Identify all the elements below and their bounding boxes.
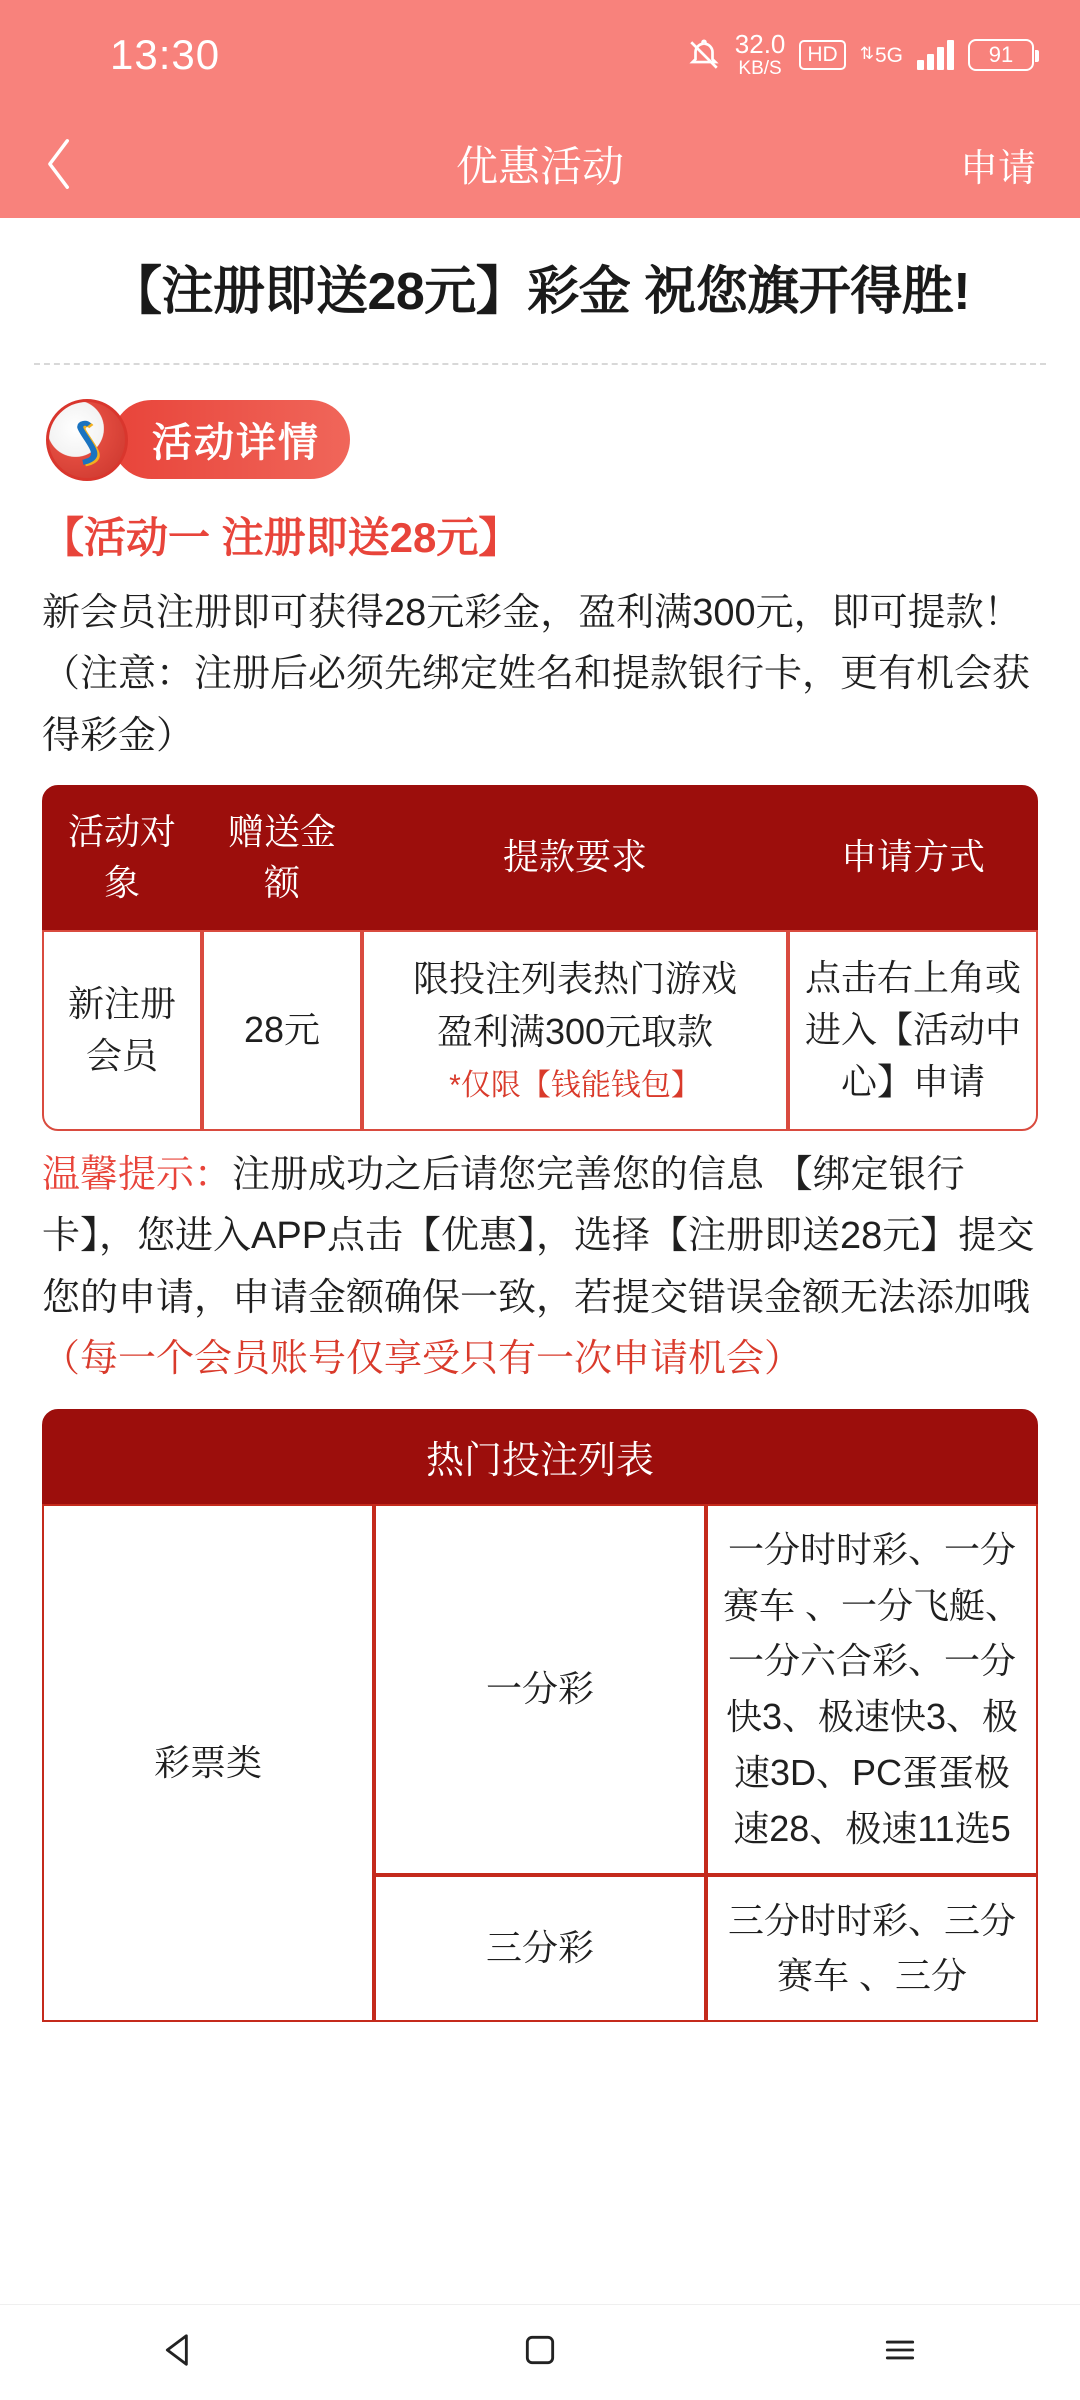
apply-button[interactable]: 申请: [959, 147, 1036, 190]
activity-section-title: 【活动一 注册即送28元】: [42, 513, 521, 561]
network-type-label: 5G: [874, 44, 903, 68]
table-row: [42, 930, 1038, 1131]
network-speed-unit: KB/S: [738, 57, 782, 79]
page-content[interactable]: [0, 218, 1080, 2304]
bell-muted-icon: [687, 38, 721, 72]
status-bar-left: [0, 31, 220, 79]
status-time: 13:30: [110, 31, 221, 78]
system-navigation-bar: [0, 2304, 1080, 2400]
lottery-category-label: 彩票类: [42, 1504, 374, 2022]
network-speed: [735, 31, 786, 78]
lottery-name-1: 三分彩: [374, 1875, 706, 2023]
activity-rules-table-wrap: [34, 785, 1046, 1130]
lottery-games-0: 一分时时彩、一分赛车 、一分飞艇、一分六合彩、一分快3、极速快3、极速3D、PC蛋蛋极速28、极速11选5: [706, 1504, 1038, 1875]
activity-rules-table: [42, 785, 1038, 1130]
cell-apply: 点击右上角或进入【活动中心】申请: [788, 930, 1038, 1131]
th-apply: 申请方式: [788, 785, 1038, 930]
lottery-games-1: 三分时时彩、三分赛车 、三分: [706, 1875, 1038, 2023]
hd-badge: HD: [799, 40, 845, 70]
cell-target: 新注册会员: [42, 930, 202, 1131]
activity-detail-badge: [46, 399, 1046, 481]
promo-logo-icon: [46, 399, 128, 481]
page-title: 优惠活动: [455, 143, 624, 190]
back-button[interactable]: [0, 110, 120, 218]
activity-detail-label: 活动详情: [112, 400, 350, 479]
nav-recents-lines-icon: [881, 2331, 919, 2374]
battery-indicator: [968, 39, 1034, 71]
cell-amount: 28元: [202, 930, 362, 1131]
signal-bars-icon: [917, 40, 954, 70]
hot-bet-header: 热门投注列表: [42, 1409, 1038, 1504]
warm-tip-label: 温馨提示：: [42, 1153, 233, 1196]
requirement-note: *仅限【钱能钱包】: [449, 1068, 701, 1102]
table-row: [42, 1504, 1038, 1875]
warm-tip: [42, 1145, 1046, 1391]
section-divider: [34, 363, 1046, 365]
network-type-indicator: [860, 43, 903, 66]
requirement-line-2: 盈利满300元取款: [436, 1010, 714, 1052]
nav-home-button[interactable]: [440, 2305, 640, 2400]
data-arrow-icon: ⇅: [859, 44, 874, 64]
nav-home-square-icon: [521, 2331, 559, 2374]
battery-level: 91: [988, 41, 1014, 67]
cell-requirement: [362, 930, 788, 1131]
warm-tip-text: 注册成功之后请您完善您的信息 【绑定银行卡】，您进入APP点击【优惠】，选择【注册即送28元】提交您的申请，申请金额确保一致，若提交错误金额无法添加哦: [42, 1153, 1035, 1319]
network-speed-value: 32.0: [734, 29, 786, 60]
hot-bet-header-row: [42, 1409, 1038, 1504]
hot-bet-list-table: [42, 1409, 1038, 2022]
lottery-name-0: 一分彩: [374, 1504, 706, 1875]
app-bar: [0, 110, 1080, 218]
chevron-left-icon: [42, 135, 78, 193]
promo-headline: 【注册即送28元】彩金 祝您旗开得胜!: [109, 263, 971, 321]
nav-back-triangle-icon: [161, 2331, 199, 2374]
nav-recents-button[interactable]: [800, 2305, 1000, 2400]
nav-back-button[interactable]: [80, 2305, 280, 2400]
requirement-line-1: 限投注列表热门游戏: [412, 958, 737, 1000]
warm-tip-warning: （每一个会员账号仅享受只有一次申请机会）: [42, 1338, 803, 1381]
logo-swoosh-glyph: ⟆: [71, 412, 103, 468]
th-amount: 赠送金额: [202, 785, 362, 930]
status-bar: [0, 0, 1080, 110]
table-header-row: [42, 785, 1038, 930]
activity-intro-text: 新会员注册即可获得28元彩金，盈利满300元，即可提款！（注意：注册后必须先绑定姓名和提款银行卡，更有机会获得彩金）: [42, 591, 1031, 757]
th-requirement: 提款要求: [362, 785, 788, 930]
status-bar-right: [687, 31, 1034, 78]
th-target: 活动对象: [42, 785, 202, 930]
